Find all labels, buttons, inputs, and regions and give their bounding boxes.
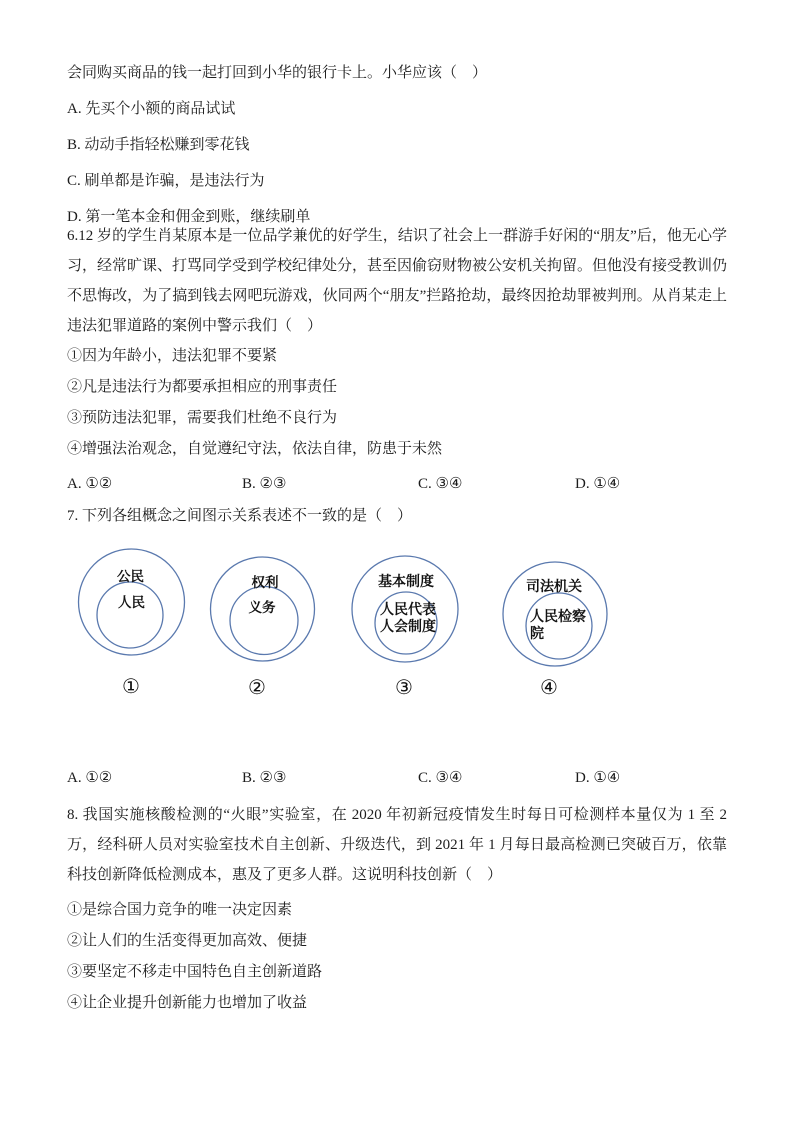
diagram-number: ① xyxy=(122,676,140,698)
question-8-statements xyxy=(67,895,727,1019)
venn-diagram-4 xyxy=(503,562,607,699)
question-5-option-b: B. 动动手指轻松赚到零花钱 xyxy=(67,137,250,153)
question-8-stem: 8. 我国实施核酸检测的“火眼”实验室，在 2020 年初新冠疫情发生时每日可检测样本量仅为 1 至 2 万，经科研人员对实验室技术自主创新、升级迭代，到 2021 年 1 月每日最高检测已突破百万，依靠科技创新降低检测成本，惠及了更多人群。这说明科技创新（ ） xyxy=(67,807,727,883)
question-6-option-a: A. ①② xyxy=(67,476,113,492)
question-7-option-b: B. ②③ xyxy=(242,770,287,786)
inner-label: 义务 xyxy=(248,600,276,615)
question-7-options-block xyxy=(67,763,727,793)
question-6-options-row xyxy=(67,469,727,499)
inner-label-line-2: 院 xyxy=(530,625,544,641)
question-5-option-a: A. 先买个小额的商品试试 xyxy=(67,101,236,117)
question-5-option-c: C. 刷单都是诈骗，是违法行为 xyxy=(67,173,265,189)
question-6-block xyxy=(67,221,727,499)
question-7-option-a: A. ①② xyxy=(67,770,113,786)
question-7-block xyxy=(67,501,727,531)
question-8-statement-4: ④让企业提升创新能力也增加了收益 xyxy=(67,995,308,1011)
inner-circle xyxy=(230,587,298,655)
diagram-number: ③ xyxy=(395,677,413,699)
outer-label: 司法机关 xyxy=(526,578,582,594)
venn-diagram-3 xyxy=(352,556,458,699)
question-5-option-d: D. 第一笔本金和佣金到账，继续刷单 xyxy=(67,209,311,225)
venn-diagram-1 xyxy=(79,549,185,698)
question-6-option-c: C. ③④ xyxy=(418,476,463,492)
venn-diagram-2 xyxy=(211,557,315,699)
outer-label: 公民 xyxy=(117,569,144,584)
question-7-options-row xyxy=(67,763,727,793)
diagram-number: ④ xyxy=(540,677,558,699)
question-7-stem: 7. 下列各组概念之间图示关系表述不一致的是（ ） xyxy=(67,508,413,524)
question-5-block xyxy=(67,55,727,235)
question-7-option-d: D. ①④ xyxy=(575,770,621,786)
question-7-option-c: C. ③④ xyxy=(418,770,463,786)
inner-label-line-1: 人民代表 xyxy=(380,601,436,617)
inner-circle xyxy=(97,582,163,648)
outer-label: 基本制度 xyxy=(378,573,434,589)
venn-diagrams-figure xyxy=(67,548,727,700)
question-6-stem: 6.12 岁的学生肖某原本是一位品学兼优的好学生，结识了社会上一群游手好闲的“朋友”后，他无心学习，经常旷课、打骂同学受到学校纪律处分，甚至因偷窃财物被公安机关拘留。但他没有接受教训仍不思悔改，为了搞到钱去网吧玩游戏，伙同两个“朋友”拦路抢劫，最终因抢劫罪被判刑。从肖某走上违法犯罪道路的案例中警示我们（ ） xyxy=(67,228,728,334)
question-6-statement-2: ②凡是违法行为都要承担相应的刑事责任 xyxy=(67,379,338,395)
question-8-statement-1: ①是综合国力竞争的唯一决定因素 xyxy=(67,902,293,918)
question-6-statement-3: ③预防违法犯罪，需要我们杜绝不良行为 xyxy=(67,410,338,426)
outer-label: 权利 xyxy=(251,575,279,590)
question-5-tail-text: 会同购买商品的钱一起打回到小华的银行卡上。小华应该（ ） xyxy=(67,65,488,81)
question-6-option-b: B. ②③ xyxy=(242,476,287,492)
inner-label-line-2: 人会制度 xyxy=(380,618,436,634)
question-6-option-d: D. ①④ xyxy=(575,476,621,492)
diagram-number: ② xyxy=(248,677,266,699)
question-6-statement-4: ④增强法治观念，自觉遵纪守法，依法自律，防患于未然 xyxy=(67,441,443,457)
inner-label: 人民 xyxy=(118,595,145,610)
question-6-statement-1: ①因为年龄小，违法犯罪不要紧 xyxy=(67,348,278,364)
question-8-block xyxy=(67,800,727,1019)
question-8-statement-2: ②让人们的生活变得更加高效、便捷 xyxy=(67,933,308,949)
question-8-statement-3: ③要坚定不移走中国特色自主创新道路 xyxy=(67,964,323,980)
inner-label-line-1: 人民检察 xyxy=(530,608,586,624)
